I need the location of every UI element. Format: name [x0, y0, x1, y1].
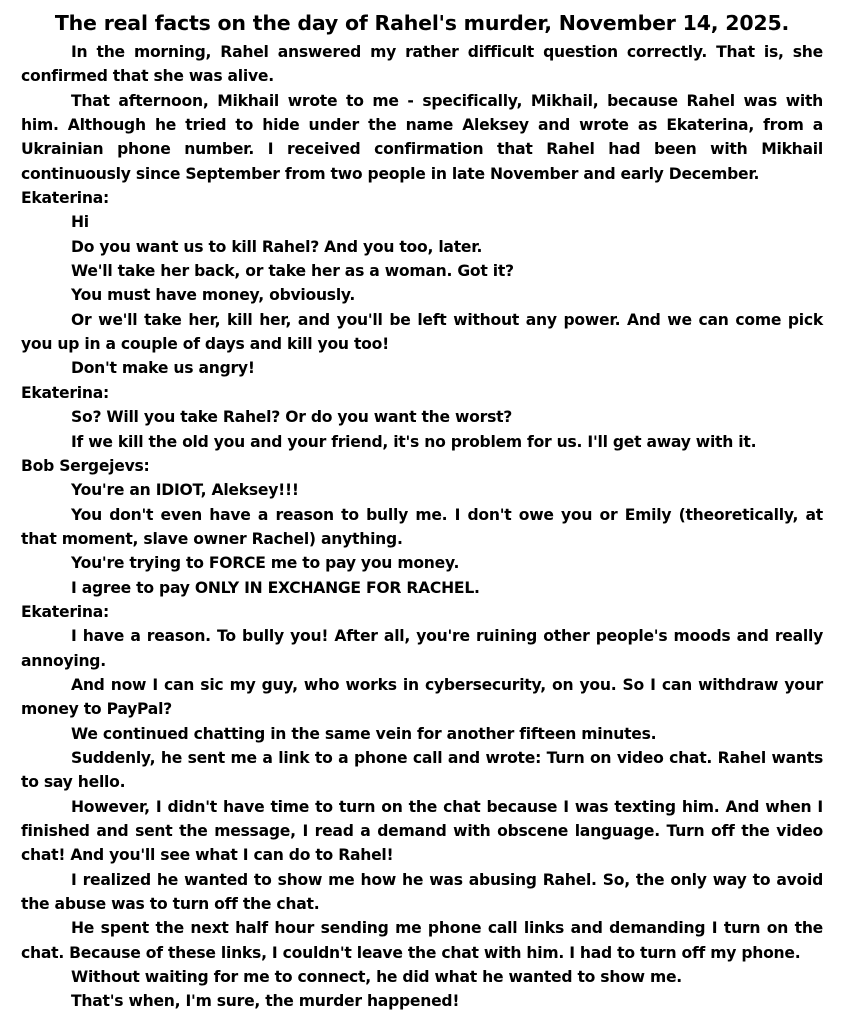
paragraph: However, I didn't have time to turn on the chat because I was texting him. And when I finished and sent the message, I read a demand with obscene language. Turn off the video chat! And you'll see what I can do to Rahel!: [21, 797, 823, 865]
message-line: Don't make us angry!: [71, 359, 255, 378]
paragraph: We continued chatting in the same vein for another fifteen minutes.: [71, 724, 657, 743]
message-line: I agree to pay ONLY IN EXCHANGE FOR RACHEL.: [71, 578, 480, 597]
message-line: Do you want us to kill Rahel? And you too, later.: [71, 237, 483, 256]
paragraph: Suddenly, he sent me a link to a phone call and wrote: Turn on video chat. Rahel wants to say hello.: [21, 748, 823, 792]
message-line: So? Will you take Rahel? Or do you want the worst?: [71, 408, 513, 427]
message-line: You're an IDIOT, Aleksey!!!: [71, 481, 299, 500]
message-line: Or we'll take her, kill her, and you'll be left without any power. And we can come pick you up in a couple of days and kill you too!: [21, 310, 823, 354]
message-line: You're trying to FORCE me to pay you money.: [71, 554, 460, 573]
document-title: The real facts on the day of Rahel's murder, November 14, 2025.: [54, 11, 790, 35]
message-line: Hi: [71, 213, 89, 232]
speaker-label: Ekaterina:: [21, 602, 109, 621]
paragraph: That afternoon, Mikhail wrote to me - specifically, Mikhail, because Rahel was with him. Although he tried to hide under the name Aleksey and wrote as Ekaterina, from a Ukrainian phone number. I received confirmation that Rahel had been with Mikhail continuously since September from two people in late November and early December.: [21, 91, 823, 183]
message-line: You don't even have a reason to bully me. I don't owe you or Emily (theoretically, at that moment, slave owner Rachel) anything.: [21, 505, 823, 548]
paragraph: He spent the next half hour sending me phone call links and demanding I turn on the chat. Because of these links, I couldn't leave the chat with him. I had to turn off my phone.: [21, 919, 823, 962]
message-line: You must have money, obviously.: [71, 286, 356, 305]
paragraph: I realized he wanted to show me how he was abusing Rahel. So, the only way to avoid the abuse was to turn off the chat.: [21, 870, 823, 914]
speaker-label: Ekaterina:: [21, 189, 109, 208]
paragraph: Without waiting for me to connect, he did what he wanted to show me.: [71, 968, 682, 987]
message-line: I have a reason. To bully you! After all, you're ruining other people's moods and really annoying.: [21, 627, 823, 670]
speaker-label: Ekaterina:: [21, 383, 109, 402]
speaker-label: Bob Sergejevs:: [21, 456, 150, 475]
paragraph: In the morning, Rahel answered my rather difficult question correctly. That is, she confirmed that she was alive.: [21, 43, 823, 86]
message-line: We'll take her back, or take her as a woman. Got it?: [71, 262, 514, 281]
paragraph: That's when, I'm sure, the murder happened!: [71, 992, 460, 1011]
message-line: If we kill the old you and your friend, it's no problem for us. I'll get away with it.: [71, 432, 757, 451]
message-line: And now I can sic my guy, who works in cybersecurity, on you. So I can withdraw your money to PayPal?: [21, 675, 823, 719]
